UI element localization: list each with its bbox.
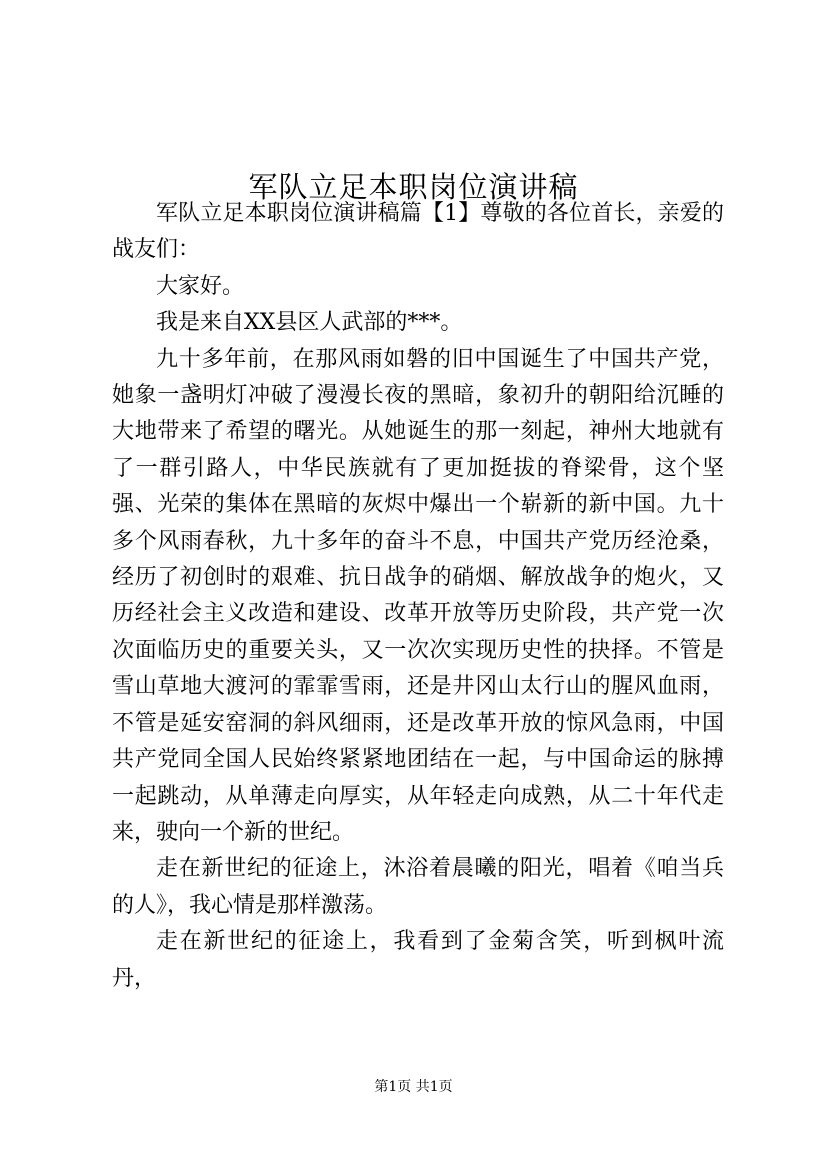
document-body [112,196,724,997]
paragraph-journey: 走在新世纪的征途上，我看到了金菊含笑，听到枫叶流丹， [112,929,724,991]
page-footer: 第1页 共1页 [374,1079,453,1095]
paragraph-greeting-header: 军队立足本职岗位演讲稿篇【1】尊敬的各位首长，亲爱的战友们： [112,201,724,263]
paragraph-introduction: 我是来自XX县区人武部的***。 [156,310,463,336]
paragraph-greeting: 大家好。 [156,273,245,299]
paragraph-new-century: 走在新世纪的征途上，沐浴着晨曦的阳光，唱着《咱当兵的人》，我心情是那样激荡。 [112,856,724,918]
page-title: 军队立足本职岗位演讲稿 [248,170,579,205]
paragraph-history: 九十多年前，在那风雨如磐的旧中国诞生了中国共产党，她象一盏明灯冲破了漫漫长夜的黑暗，象初升的朝阳给沉睡的大地带来了希望的曙光。从她诞生的那一刻起，神州大地就有了一群引路人，中华民族就有了更加挺拔的脊梁骨，这个坚强、光荣的集体在黑暗的灰烬中爆出一个崭新的新中国。九十多个风雨春秋，九十多年的奋斗不息，中国共产党历经沧桑，经历了初创时的艰难、抗日战争的硝烟、解放战争的炮火，又历经社会主义改造和建设、改革开放等历史阶段，共产党一次次面临历史的重要关头，又一次次实现历史性的抉择。不管是雪山草地大渡河的霏霏雪雨，还是井冈山太行山的腥风血雨，不管是延安窑洞的斜风细雨，还是改革开放的惊风急雨，中国共产党同全国人民始终紧紧地团结在一起，与中国命运的脉搏一起跳动，从单薄走向厚实，从年轻走向成熟，从二十年代走来，驶向一个新的世纪。 [112,346,724,845]
